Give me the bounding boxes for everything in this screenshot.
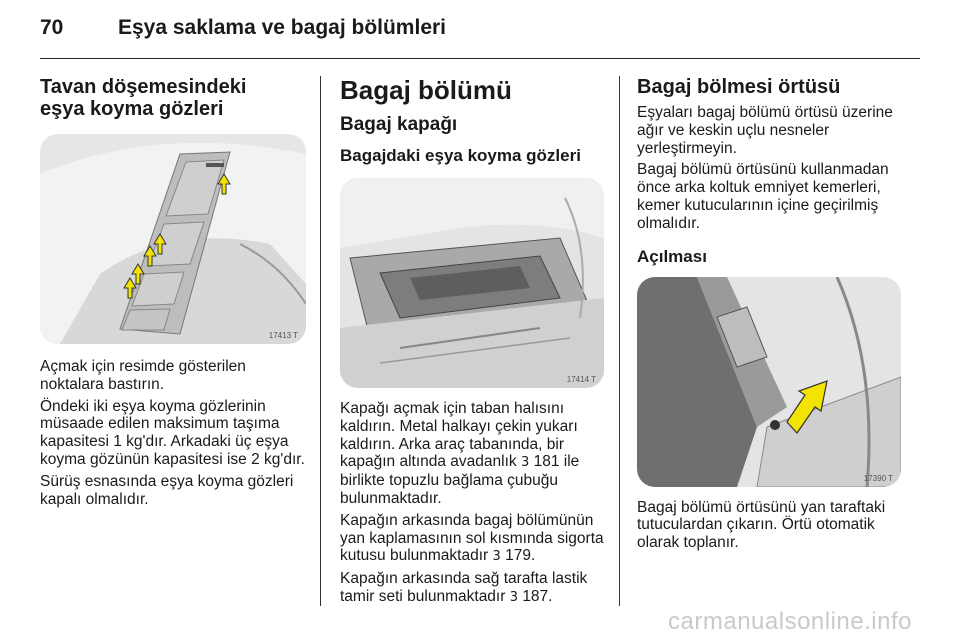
paragraph: Açmak için resimde gösterilen noktalara bastırın. bbox=[40, 358, 246, 393]
figure-luggage-cover bbox=[637, 277, 901, 487]
column-divider-2 bbox=[619, 76, 620, 606]
figure-code: 17414 T bbox=[566, 375, 596, 384]
page-ref-icon: 3 bbox=[520, 455, 530, 471]
section-heading-luggage-compartment: Bagaj bölümü bbox=[340, 75, 512, 105]
subheading-opening: Açılması bbox=[637, 246, 707, 266]
section-heading-overhead-storage: Tavan döşemesindeki eşya koyma gözleri bbox=[40, 76, 247, 120]
floor-storage-illustration bbox=[340, 178, 604, 388]
section-heading-luggage-cover: Bagaj bölmesi örtüsü bbox=[637, 76, 841, 98]
subheading-luggage-storage: Bagajdaki eşya koyma gözleri bbox=[340, 146, 581, 165]
paragraph: Kapağı açmak için taban halısını kaldırın. Metal halkayı çekin yukarı kaldırın. Arka araç tabanında, bir kapağın altında avadanlık 3 181 ile birlikte topuzlu bağlama çubuğu bulunmaktadır. bbox=[340, 400, 580, 507]
subheading-tailgate: Bagaj kapağı bbox=[340, 114, 458, 135]
header-rule bbox=[40, 58, 920, 59]
paragraph: Öndeki iki eşya koyma gözlerinin müsaade edilen maksimum taşıma kapasitesi 1 kg'dır. Arkadaki üç eşya koyma gözünün kapasitesi ise 2 kg'dır. bbox=[40, 397, 305, 468]
column-luggage-compartment bbox=[340, 76, 608, 607]
column-luggage-cover bbox=[637, 76, 905, 552]
watermark: carmanualsonline.info bbox=[668, 608, 912, 635]
paragraph: Bagaj bölümü örtüsünü kullanmadan önce arka koltuk emniyet kemerleri, kemer kutucularının içine geçirilmiş olmalıdır. bbox=[637, 161, 889, 232]
column-overhead-storage bbox=[40, 76, 306, 508]
paragraph: Sürüş esnasında eşya koyma gözleri kapalı olmalıdır. bbox=[40, 472, 294, 508]
figure-luggage-storage bbox=[340, 178, 604, 388]
paragraph: Kapağın arkasında sağ tarafta lastik tamir seti bulunmaktadır 3 187. bbox=[340, 570, 588, 605]
figure-code: 17390 T bbox=[863, 473, 893, 483]
paragraph: Kapağın arkasında bagaj bölümünün yan kaplamasının sol kısmında sigorta kutusu bulunmaktadır 3 179. bbox=[340, 511, 604, 565]
figure-code: 17413 T bbox=[268, 331, 298, 340]
page-ref-icon: 3 bbox=[509, 589, 518, 605]
paragraph: Bagaj bölümü örtüsünü yan taraftaki tutuculardan çıkarın. Örtü otomatik olarak toplanır. bbox=[637, 498, 886, 552]
figure-overhead-storage bbox=[40, 134, 306, 344]
cover-holder-illustration bbox=[637, 277, 901, 487]
page-number: 70 bbox=[40, 16, 64, 39]
page-ref-icon: 3 bbox=[492, 549, 501, 565]
column-divider-1 bbox=[320, 76, 321, 606]
paragraph: Eşyaları bagaj bölümü örtüsü üzerine ağır ve keskin uçlu nesneler yerleştirmeyin. bbox=[637, 104, 893, 157]
page-title: Eşya saklama ve bagaj bölümleri bbox=[118, 16, 447, 39]
overhead-console-illustration bbox=[40, 134, 306, 344]
